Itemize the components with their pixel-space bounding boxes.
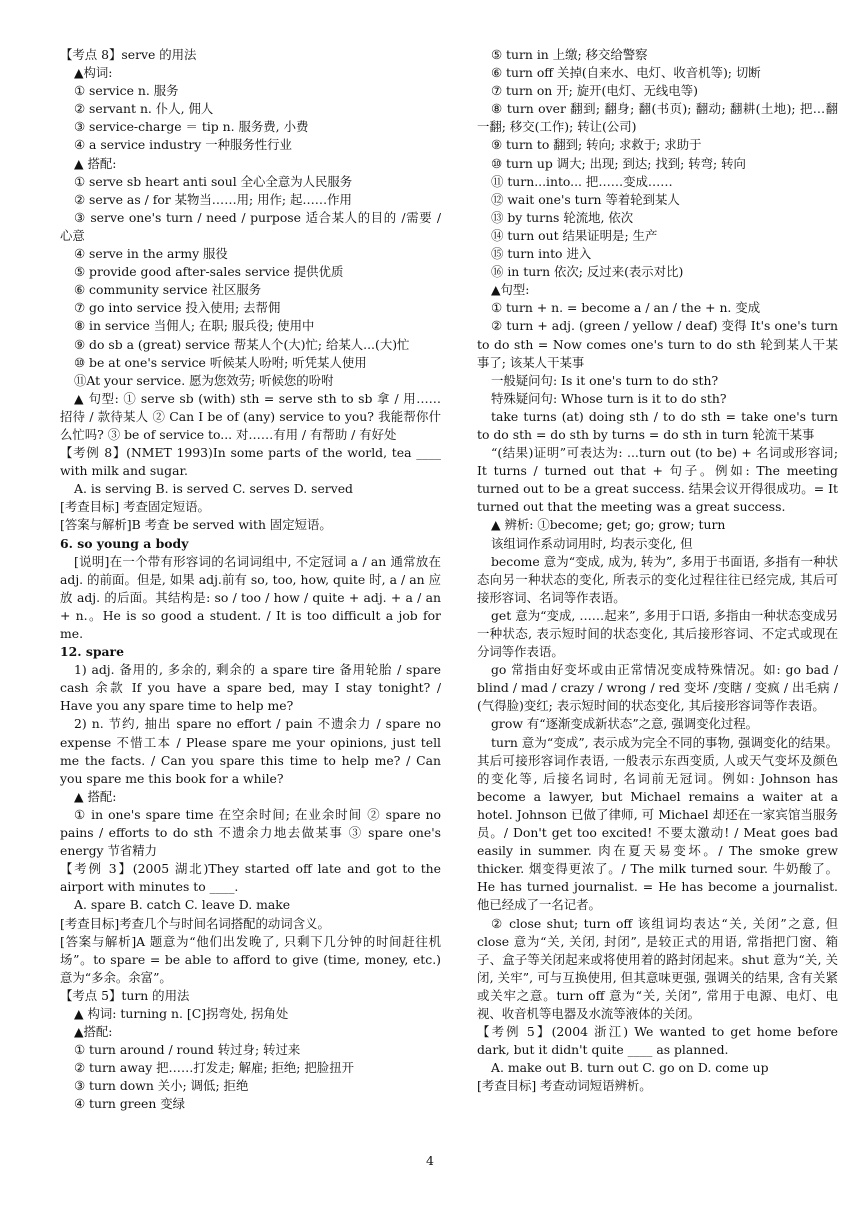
text-line: [答案与解析]B 考查 be served with 固定短语。: [60, 517, 332, 533]
text-line: ② close shut; turn off 该组词均表达“关, 关闭”之意, 但 close 意为“关, 关闭, 封闭”, 是较正式的用语, 常指把门窗、箱子、盒子等关闭起来或将使用着的路封闭起来。shut 意为“关, 关闭, 关牢”, 可与互换使用, 但其意味更强, 强调关的结果, 含有关紧或关牢之意。turn off 意为“关, 关闭”, 常用于电源、电灯、电视、收音机等电器及水流等液体的关闭。: [477, 915, 838, 1021]
text-line: ▲ 辨析: ①become; get; go; grow; turn: [491, 517, 726, 533]
text-line: grow 有“逐渐变成新状态”之意, 强调变化过程。: [491, 716, 759, 732]
text-line: ⑬ by turns 轮流地, 依次: [491, 209, 634, 225]
text-line: 【考例 8】(NMET 1993)In some parts of the world, tea ____ with milk and sugar.: [60, 445, 441, 479]
text-line: take turns (at) doing sth / to do sth = take one's turn to do sth = do sth by turns = do sth in turn 轮流干某事: [477, 408, 838, 442]
text-line: ⑨ turn to 翻到; 转向; 求救于; 求助于: [491, 137, 702, 153]
text-line: 1) adj. 备用的, 多余的, 剩余的 a spare tire 备用轮胎 / spare cash 余款 If you have a spare bed, may I stay tonight? / Have you any spare time to help me?: [60, 662, 441, 714]
text-line: [说明]在一个带有形容词的名词词组中, 不定冠词 a / an 通常放在 adj. 的前面。但是, 如果 adj.前有 so, too, how, quite 时, a / an 应放 adj. 的后面。其结构是: so / too / how / quite + adj. + a / an + n.。He is so good a student. / It is too difficult a job for me.: [60, 553, 441, 641]
text-line: ⑦ go into service 投入使用; 去帮佣: [74, 300, 281, 316]
right-column: [477, 46, 838, 1095]
text-line: ⑦ turn on 开; 旋开(电灯、无线电等): [491, 83, 698, 99]
text-line: ① turn + n. = become a / an / the + n. 变成: [491, 300, 761, 316]
text-line: ⑨ do sb a (great) service 帮某人个(大)忙; 给某人...(大)忙: [74, 336, 410, 352]
text-line: ⑪At your service. 愿为您效劳; 听候您的吩咐: [74, 372, 334, 388]
text-line: ① service n. 服务: [74, 83, 179, 99]
text-line: ② servant n. 仆人, 佣人: [74, 101, 214, 117]
text-line: ② serve as / for 某物当……用; 用作; 起……作用: [74, 191, 352, 207]
text-line: ⑧ in service 当佣人; 在职; 服兵役; 使用中: [74, 318, 315, 334]
text-line: [考查目标] 考查动词短语辨析。: [477, 1078, 652, 1094]
text-line: ④ serve in the army 服役: [74, 246, 228, 262]
text-line: become 意为“变成, 成为, 转为”, 多用于书面语, 多指有一种状态向另一种状态的变化, 所表示的变化过程往往已经完成, 其后可接形容词、名词等作表语。: [477, 553, 838, 605]
text-line: ▲ 句型: ① serve sb (with) sth = serve sth to sb 拿 / 用……招待 / 款待某人 ② Can I be of (any) service to you? 我能帮你什么忙吗? ③ be of service to... 对……有用 / 有帮助 / 有好处: [60, 390, 441, 442]
text-line: 【考例 5】(2004 浙江) We wanted to get home before dark, but it didn't quite ____ as planned.: [477, 1024, 838, 1058]
text-line: ⑥ community service 社区服务: [74, 282, 262, 298]
text-line: ③ serve one's turn / need / purpose 适合某人的目的 /需要 / 心意: [60, 209, 441, 243]
text-line: ② turn away 把……打发走; 解雇; 拒绝; 把脸扭开: [74, 1060, 354, 1076]
text-line: ▲搭配:: [74, 1024, 113, 1040]
text-line: [考查目标]考查几个与时间名词搭配的动词含义。: [60, 915, 330, 931]
text-line: ⑧ turn over 翻到; 翻身; 翻(书页); 翻动; 翻耕(土地); 把…翻一翻; 移交(工作); 转让(公司): [477, 101, 838, 135]
text-line: 【考点 8】serve 的用法: [60, 47, 197, 62]
text-line: ⑫ wait one's turn 等着轮到某人: [491, 191, 680, 207]
text-line: ① in one's spare time 在空余时间; 在业余时间 ② spare no pains / efforts to do sth 不遗余力地去做某事 ③ spare one's energy 节省精力: [60, 806, 441, 859]
text-line: ▲ 构词: turning n. [C]拐弯处, 拐角处: [74, 1005, 289, 1021]
text-line: 2) n. 节约, 抽出 spare no effort / pain 不遗余力 / spare no expense 不惜工本 / Please spare me your opinions, just tell me the facts. / Can you spare this time to help me? / Can you spare me this book for a while?: [60, 716, 441, 786]
text-line: ② turn + adj. (green / yellow / deaf) 变得 It's one's turn to do sth = Now comes one's turn to do sth 轮到某人干某事了; 该某人干某事: [477, 318, 838, 370]
text-line: ③ turn down 关小; 调低; 拒绝: [74, 1078, 249, 1094]
text-line: 一般疑问句: Is it one's turn to do sth?: [491, 372, 719, 388]
text-line: 【考例 3】(2005 湖北)They started off late and got to the airport with minutes to ____.: [60, 861, 441, 895]
text-line: ⑭ turn out 结果证明是; 生产: [491, 227, 658, 243]
text-line: ⑤ provide good after-sales service 提供优质: [74, 264, 344, 280]
text-line: “(结果)证明”可表达为: ...turn out (to be) + 名词或形容词; It turns / turned out that + 句子。例如: The meeting turned out to be a great success. 结果会议开得很成功。= It turned out that the meeting was a great success.: [477, 445, 838, 515]
text-line: get 意为“变成, ……起来”, 多用于口语, 多指由一种状态变成另一种状态, 表示短时间的状态变化, 其后接形容词、不定式或现在分词等作表语。: [477, 607, 838, 660]
text-line: ④ turn green 变绿: [74, 1096, 186, 1112]
text-line: [答案与解析]A 题意为“他们出发晚了, 只剩下几分钟的时间赶往机场”。to spare = be able to afford to give (time, money, etc.) 意为“多余。余富”。: [60, 933, 441, 985]
text-line: ⑮ turn into 进入: [491, 246, 592, 262]
text-line: ⑪ turn...into... 把……变成……: [491, 173, 673, 189]
text-line: turn 意为“变成”, 表示成为完全不同的事物, 强调变化的结果。其后可接形容词作表语, 一般表示东西变质, 人或天气变坏及颜色的变化等, 后接名词时, 名词前无冠词。例如: Johnson has become a lawyer, but Michael remains a waiter at a hotel. Johnson 已做了律师, 可 Michael 却还在一家宾馆当服务员。/ Don't get too excited! 不要太激动! / Meat goes bad easily in summer. 肉在夏天易变坏。/ The smoke grew thicker. 烟变得更浓了。/ The milk turned sour. 牛奶酸了。 He has turned journalist. = He has become a journalist. 他已经成了一名记者。: [477, 734, 838, 913]
text-line: ④ a service industry 一种服务性行业: [74, 137, 292, 153]
text-line: 6. so young a body: [60, 535, 189, 551]
text-line: go 常指由好变坏或由正常情况变成特殊情况。如: go bad / blind / mad / crazy / wrong / red 变坏 /变瞎 / 变疯 / 出毛病 / (气得脸)变红; 表示短时间的状态变化, 其后接形容词等作表语。: [477, 662, 838, 714]
text-line: ⑩ turn up 调大; 出现; 到达; 找到; 转弯; 转向: [491, 155, 746, 171]
text-line: ⑥ turn off 关掉(自来水、电灯、收音机等); 切断: [491, 65, 761, 81]
text-line: ⑯ in turn 依次; 反过来(表示对比): [491, 264, 684, 280]
text-line: A. make out B. turn out C. go on D. come up: [491, 1060, 769, 1076]
left-column: [60, 46, 441, 1114]
text-line: ▲ 搭配:: [74, 155, 117, 171]
text-line: ▲句型:: [491, 282, 530, 298]
text-line: A. is serving B. is served C. serves D. served: [74, 481, 353, 497]
text-line: ▲构词:: [74, 65, 113, 81]
text-line: ⑤ turn in 上缴; 移交给警察: [491, 47, 648, 62]
text-line: 特殊疑问句: Whose turn is it to do sth?: [491, 390, 727, 406]
text-line: ▲ 搭配:: [74, 788, 117, 804]
text-line: [考查目标] 考查固定短语。: [60, 499, 210, 515]
text-line: ① turn around / round 转过身; 转过来: [74, 1042, 301, 1058]
page-number: 4: [426, 1153, 434, 1168]
text-line: ③ service-charge ＝ tip n. 服务费, 小费: [74, 119, 309, 135]
text-line: ① serve sb heart anti soul 全心全意为人民服务: [74, 173, 353, 189]
text-line: 12. spare: [60, 644, 124, 660]
text-line: 【考点 5】turn 的用法: [60, 987, 190, 1003]
text-line: A. spare B. catch C. leave D. make: [74, 897, 291, 913]
text-line: 该组词作系动词用时, 均表示变化, 但: [491, 535, 693, 551]
text-line: ⑩ be at one's service 听候某人吩咐; 听凭某人使用: [74, 354, 367, 370]
